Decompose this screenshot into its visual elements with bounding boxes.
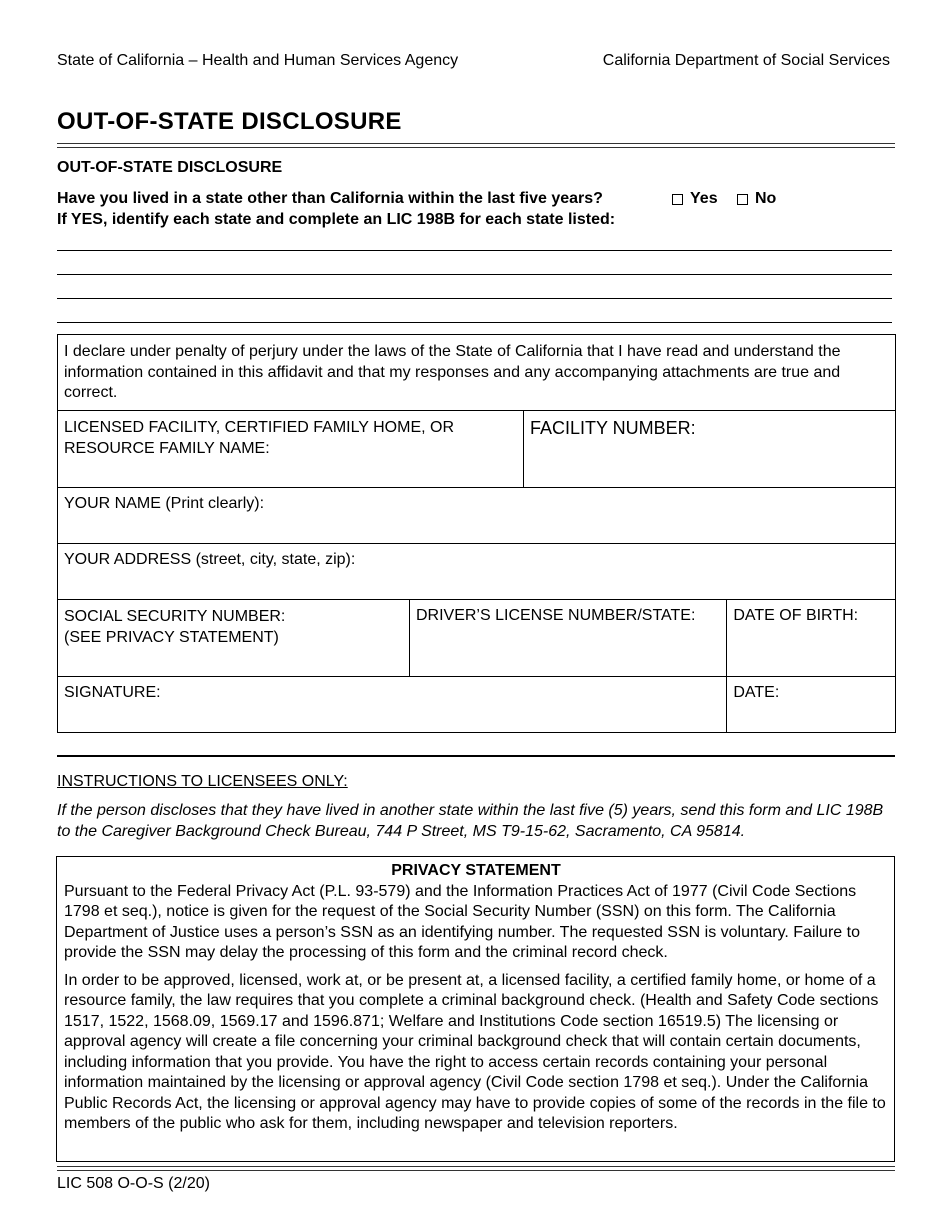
drivers-license-field[interactable] bbox=[409, 600, 726, 677]
state-entry-line[interactable] bbox=[57, 250, 892, 251]
department-name: California Department of Social Services bbox=[602, 52, 890, 69]
privacy-title: PRIVACY STATEMENT bbox=[391, 862, 561, 879]
form-title: OUT-OF-STATE DISCLOSURE bbox=[57, 108, 402, 135]
no-label: No bbox=[755, 190, 777, 207]
ssn-privacy-note: (SEE PRIVACY STATEMENT) bbox=[64, 628, 279, 646]
state-entry-line[interactable] bbox=[57, 298, 892, 299]
signature-field[interactable] bbox=[58, 677, 727, 733]
yes-option[interactable] bbox=[672, 190, 718, 208]
facility-number-field[interactable] bbox=[523, 411, 895, 488]
privacy-paragraph: Pursuant to the Federal Privacy Act (P.L. 93-579) and the Information Practices Act of 1977 (Civil Code Sections 1798 et seq.), notice is given for the request of the Social Security Number (SSN) on this form. The California Department of Justice uses a person’s SSN as an identifying number. The requested SSN is voluntary. Failure to provide the SSN may delay the processing of this form and the criminal record check. bbox=[64, 882, 860, 961]
ssn-field[interactable] bbox=[58, 600, 410, 677]
ssn-label: SOCIAL SECURITY NUMBER: bbox=[64, 608, 286, 625]
facility-name-field[interactable] bbox=[58, 411, 524, 488]
your-name-field[interactable] bbox=[58, 488, 896, 544]
date-label: DATE: bbox=[733, 684, 780, 701]
no-option[interactable] bbox=[737, 190, 776, 208]
your-address-label: YOUR ADDRESS (street, city, state, zip): bbox=[64, 551, 356, 568]
your-name-label: YOUR NAME (Print clearly): bbox=[64, 495, 265, 512]
footer-divider bbox=[57, 1166, 895, 1171]
states-instruction: If YES, identify each state and complete an LIC 198B for each state listed: bbox=[57, 211, 616, 228]
instructions-text: If the person discloses that they have lived in another state within the last five (5) years, send this form and LIC 198B to the Caregiver Background Check Bureau, 744 P Street, MS T9-15-62, Sacramento, CA 95814. bbox=[57, 802, 884, 840]
agency-name: State of California – Health and Human Services Agency bbox=[57, 52, 459, 69]
date-of-birth-label: DATE OF BIRTH: bbox=[733, 607, 859, 624]
yes-checkbox[interactable] bbox=[672, 194, 683, 205]
date-of-birth-field[interactable] bbox=[727, 600, 896, 677]
declaration-text: I declare under penalty of perjury under the laws of the State of California that I have read and understand the information contained in this affidavit and that my responses and any accompanying attachments are true and correct. bbox=[58, 335, 896, 411]
drivers-license-label: DRIVER’S LICENSE NUMBER/STATE: bbox=[415, 607, 696, 624]
facility-number-label: FACILITY NUMBER: bbox=[529, 418, 696, 438]
date-field[interactable] bbox=[727, 677, 896, 733]
disclosure-form-table bbox=[57, 334, 896, 733]
out-of-state-question: Have you lived in a state other than California within the last five years? bbox=[57, 190, 603, 207]
state-entry-line[interactable] bbox=[57, 274, 892, 275]
no-checkbox[interactable] bbox=[737, 194, 748, 205]
section-divider bbox=[57, 755, 895, 757]
privacy-paragraph: In order to be approved, licensed, work at, or be present at, a licensed facility, a certified family home, or home of a resource family, the law requires that you complete a criminal background check. (Health and Safety Code sections 1517, 1522, 1568.09, 1569.17 and 1596.871; Welfare and Institutions Code section 16519.5) The licensing or approval agency will create a file concerning your criminal background check that will contain certain documents, including information that you provide. You have the right to access certain records containing your personal information maintained by the licensing or approval agency (Civil Code section 1798 et seq.). Under the California Public Records Act, the licensing or approval agency may have to provide copies of some of the records in the file to members of the public who ask for them, including newspaper and television reporters. bbox=[64, 971, 886, 1132]
signature-label: SIGNATURE: bbox=[64, 684, 161, 701]
title-divider bbox=[57, 143, 895, 148]
section-heading: OUT-OF-STATE DISCLOSURE bbox=[57, 159, 283, 176]
instructions-heading: INSTRUCTIONS TO LICENSEES ONLY: bbox=[57, 773, 348, 790]
facility-name-label: LICENSED FACILITY, CERTIFIED FAMILY HOME, OR RESOURCE FAMILY NAME: bbox=[64, 419, 455, 457]
your-address-field[interactable] bbox=[58, 544, 896, 600]
form-code: LIC 508 O-O-S (2/20) bbox=[57, 1175, 210, 1192]
yes-label: Yes bbox=[690, 190, 718, 207]
privacy-statement bbox=[56, 856, 895, 1162]
state-entry-line[interactable] bbox=[57, 322, 892, 323]
